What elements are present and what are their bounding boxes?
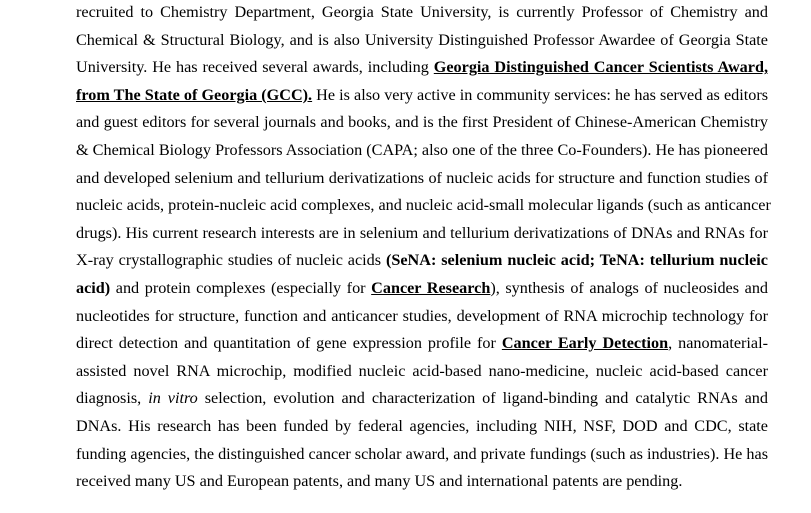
text-run: recruited to Chemistry Department, Georgia State University, is currently Professor of Chemistry and xyxy=(76,3,768,21)
award-emphasis: from The State of Georgia (GCC). xyxy=(76,85,313,104)
text-run: selection, evolution and characterization of ligand-binding and catalytic RNAs and xyxy=(197,389,768,408)
paragraph-line xyxy=(76,247,768,275)
bold-term: (SeNA: selenium nucleic acid; TeNA: tellurium nucleic xyxy=(385,251,768,270)
paragraph-line xyxy=(76,385,768,413)
italic-term: in vitro xyxy=(148,389,198,408)
text-run: direct detection and quantitation of gene expression profile for xyxy=(76,334,502,353)
bold-term: acid) xyxy=(76,278,111,297)
text-run: nucleotides for structure, function and anticancer studies, development of RNA microchip technology for xyxy=(76,306,768,325)
early-detection-emphasis: Cancer Early Detection xyxy=(501,334,669,353)
text-run: received many US and European patents, and many US and international patents are pending. xyxy=(76,472,683,491)
paragraph-line xyxy=(76,275,768,303)
text-run: funding agencies, the distinguished cancer scholar award, and private fundings (such as industries). He has xyxy=(76,444,768,463)
cancer-research-emphasis: Cancer Research xyxy=(371,278,491,297)
text-run: X-ray crystallographic studies of nucleic acids xyxy=(76,251,386,270)
text-run: Chemical & Structural Biology, and is also University Distinguished Professor Awardee of Georgia State xyxy=(76,30,768,49)
text-run: He is also very active in community services: he has served as editors xyxy=(312,85,769,104)
text-run: & Chemical Biology Professors Association (CAPA; also one of the three Co-Founders). He has pioneered xyxy=(76,140,768,159)
text-run: nucleic acids, protein-nucleic acid complexes, and nucleic acid-small molecular ligands (such as anticancer xyxy=(76,196,771,215)
paragraph-line xyxy=(76,220,768,248)
paragraph-line xyxy=(76,330,768,358)
text-run: and protein complexes (especially for xyxy=(110,278,372,297)
paragraph-line xyxy=(76,82,768,110)
paragraph-line xyxy=(76,54,768,82)
paragraph-line xyxy=(76,192,771,220)
award-emphasis: Georgia Distinguished Cancer Scientists Award, xyxy=(433,58,768,77)
paragraph-line xyxy=(76,413,768,441)
paragraph-line xyxy=(76,109,768,137)
paragraph-line xyxy=(76,137,768,165)
paragraph-line xyxy=(76,27,768,55)
text-run: University. He has received several awards, including xyxy=(76,58,434,77)
text-run: diagnosis, xyxy=(76,389,149,408)
paragraph-line xyxy=(76,165,768,193)
paragraph-line xyxy=(76,358,768,386)
paragraph-line xyxy=(76,468,768,496)
paragraph-line xyxy=(76,0,768,27)
paragraph-line xyxy=(76,303,768,331)
text-run: drugs). His current research interests are in selenium and tellurium derivatizations of DNAs and RNAs for xyxy=(76,223,768,242)
text-run: ), synthesis of analogs of nucleosides and xyxy=(490,278,769,297)
biography-paragraph xyxy=(76,0,771,496)
text-run: and developed selenium and tellurium derivatizations of nucleic acids for structure and function studies of xyxy=(76,168,768,187)
text-run: , nanomaterial- xyxy=(668,334,769,353)
text-run: assisted novel RNA microchip, modified nucleic acid-based nano-medicine, nucleic acid-based cancer xyxy=(76,361,768,380)
paragraph-line xyxy=(76,441,768,469)
text-run: DNAs. His research has been funded by federal agencies, including NIH, NSF, DOD and CDC, state xyxy=(76,416,768,435)
text-run: and guest editors for several journals and books, and is the first President of Chinese-American Chemistry xyxy=(76,113,768,132)
